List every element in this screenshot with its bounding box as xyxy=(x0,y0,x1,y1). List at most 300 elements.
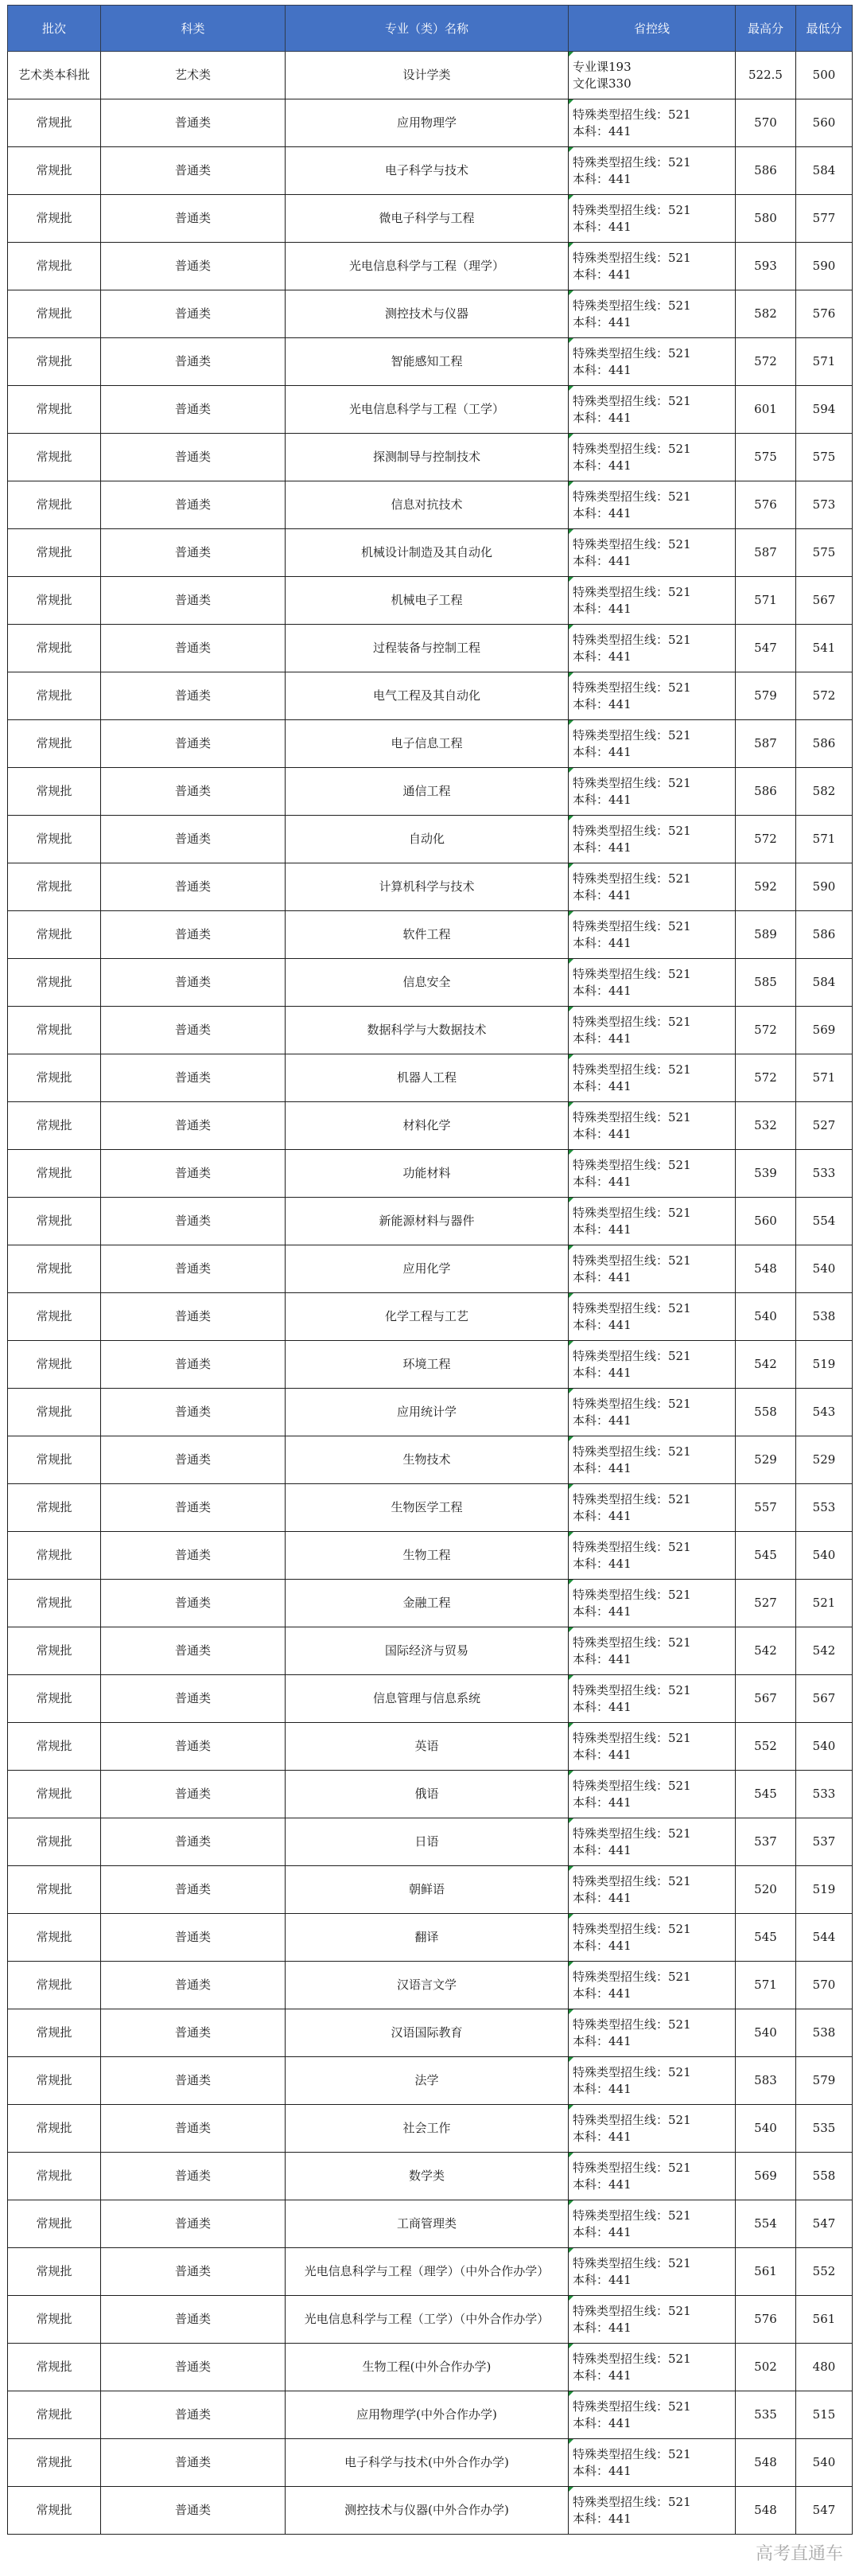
cell-control-line xyxy=(569,434,736,481)
cell-min-score: 572 xyxy=(796,672,853,720)
cell-control-line xyxy=(569,2057,736,2105)
cell-batch: 常规批 xyxy=(8,2200,101,2248)
cell-batch: 常规批 xyxy=(8,1818,101,1866)
cell-major: 应用化学 xyxy=(286,1245,569,1293)
control-line-primary: 特殊类型招生线：521 xyxy=(573,1682,691,1697)
cell-min-score: 577 xyxy=(796,195,853,243)
cell-category: 普通类 xyxy=(101,2057,286,2105)
cell-control-line xyxy=(569,2009,736,2057)
control-line-secondary: 本科：441 xyxy=(573,1317,632,1332)
control-line-primary: 特殊类型招生线：521 xyxy=(573,966,691,981)
cell-batch: 常规批 xyxy=(8,768,101,816)
cell-control-line xyxy=(569,195,736,243)
cell-control-line xyxy=(569,1102,736,1150)
watermark: 高考直通车 xyxy=(755,2544,843,2564)
cell-max-score: 601 xyxy=(736,386,796,434)
cell-major: 软件工程 xyxy=(286,911,569,959)
control-line-secondary: 本科：441 xyxy=(573,123,632,138)
cell-batch: 常规批 xyxy=(8,577,101,625)
control-line-secondary: 本科：441 xyxy=(573,696,632,711)
cell-max-score: 587 xyxy=(736,720,796,768)
cell-max-score: 527 xyxy=(736,1580,796,1627)
control-line-primary: 特殊类型招生线：521 xyxy=(573,1062,691,1077)
cell-major: 智能感知工程 xyxy=(286,338,569,386)
cell-batch: 常规批 xyxy=(8,1150,101,1198)
cell-batch: 常规批 xyxy=(8,863,101,911)
cell-control-line xyxy=(569,1007,736,1054)
cell-category: 普通类 xyxy=(101,481,286,529)
table-row xyxy=(8,1723,853,1771)
table-row xyxy=(8,1866,853,1914)
control-line-secondary: 本科：441 xyxy=(573,1508,632,1523)
control-line-secondary: 本科：441 xyxy=(573,1651,632,1666)
cell-max-score: 542 xyxy=(736,1341,796,1389)
cell-control-line xyxy=(569,672,736,720)
control-line-primary: 特殊类型招生线：521 xyxy=(573,250,691,265)
cell-control-line xyxy=(569,1293,736,1341)
cell-batch: 常规批 xyxy=(8,1962,101,2009)
control-line-primary: 特殊类型招生线：521 xyxy=(573,2017,691,2032)
cell-max-score: 532 xyxy=(736,1102,796,1150)
cell-max-score: 545 xyxy=(736,1914,796,1962)
cell-max-score: 554 xyxy=(736,2200,796,2248)
cell-batch: 常规批 xyxy=(8,1198,101,1245)
cell-min-score: 519 xyxy=(796,1341,853,1389)
control-line-secondary: 文化课330 xyxy=(573,76,632,91)
cell-category: 普通类 xyxy=(101,1389,286,1436)
cell-major: 功能材料 xyxy=(286,1150,569,1198)
cell-max-score: 567 xyxy=(736,1675,796,1723)
cell-control-line xyxy=(569,816,736,863)
header-control-line: 省控线 xyxy=(569,6,736,52)
cell-control-line xyxy=(569,1962,736,2009)
cell-major: 光电信息科学与工程（理学）（中外合作办学） xyxy=(286,2248,569,2296)
control-line-primary: 特殊类型招生线：521 xyxy=(573,154,691,170)
header-category: 科类 xyxy=(101,6,286,52)
cell-major: 数学类 xyxy=(286,2153,569,2200)
control-line-primary: 特殊类型招生线：521 xyxy=(573,2446,691,2461)
cell-min-score: 547 xyxy=(796,2200,853,2248)
control-line-secondary: 本科：441 xyxy=(573,171,632,186)
cell-control-line xyxy=(569,1723,736,1771)
cell-batch: 常规批 xyxy=(8,290,101,338)
cell-category: 普通类 xyxy=(101,1293,286,1341)
cell-category: 普通类 xyxy=(101,1627,286,1675)
control-line-primary: 特殊类型招生线：521 xyxy=(573,1253,691,1268)
control-line-primary: 特殊类型招生线：521 xyxy=(573,536,691,551)
cell-control-line xyxy=(569,2391,736,2439)
cell-batch: 常规批 xyxy=(8,1245,101,1293)
control-line-primary: 特殊类型招生线：521 xyxy=(573,2255,691,2270)
table-row xyxy=(8,2009,853,2057)
cell-min-score: 582 xyxy=(796,768,853,816)
control-line-secondary: 本科：441 xyxy=(573,1699,632,1714)
cell-batch: 常规批 xyxy=(8,1054,101,1102)
cell-major: 生物医学工程 xyxy=(286,1484,569,1532)
table-row xyxy=(8,2153,853,2200)
cell-control-line xyxy=(569,768,736,816)
cell-control-line xyxy=(569,1818,736,1866)
control-line-primary: 特殊类型招生线：521 xyxy=(573,1109,691,1124)
cell-min-score: 553 xyxy=(796,1484,853,1532)
cell-min-score: 480 xyxy=(796,2344,853,2391)
cell-category: 普通类 xyxy=(101,1054,286,1102)
control-line-secondary: 本科：441 xyxy=(573,1174,632,1189)
control-line-primary: 特殊类型招生线：521 xyxy=(573,1491,691,1506)
cell-batch: 常规批 xyxy=(8,2439,101,2487)
cell-max-score: 572 xyxy=(736,1054,796,1102)
cell-control-line xyxy=(569,959,736,1007)
cell-max-score: 548 xyxy=(736,1245,796,1293)
cell-batch: 常规批 xyxy=(8,1866,101,1914)
control-line-secondary: 本科：441 xyxy=(573,2511,632,2526)
cell-batch: 常规批 xyxy=(8,1436,101,1484)
control-line-secondary: 本科：441 xyxy=(573,1890,632,1905)
control-line-secondary: 本科：441 xyxy=(573,2415,632,2430)
table-row xyxy=(8,672,853,720)
cell-min-score: 594 xyxy=(796,386,853,434)
cell-batch: 常规批 xyxy=(8,1532,101,1580)
cell-min-score: 543 xyxy=(796,1389,853,1436)
cell-category: 普通类 xyxy=(101,1007,286,1054)
cell-major: 应用统计学 xyxy=(286,1389,569,1436)
control-line-primary: 特殊类型招生线：521 xyxy=(573,2399,691,2414)
cell-category: 普通类 xyxy=(101,529,286,577)
cell-max-score: 548 xyxy=(736,2439,796,2487)
cell-min-score: 560 xyxy=(796,99,853,147)
control-line-secondary: 本科：441 xyxy=(573,458,632,473)
cell-max-score: 557 xyxy=(736,1484,796,1532)
control-line-primary: 特殊类型招生线：521 xyxy=(573,584,691,599)
control-line-primary: 特殊类型招生线：521 xyxy=(573,1969,691,1984)
control-line-secondary: 本科：441 xyxy=(573,1126,632,1141)
control-line-secondary: 本科：441 xyxy=(573,744,632,759)
cell-control-line xyxy=(569,2487,736,2535)
cell-max-score: 582 xyxy=(736,290,796,338)
table-row xyxy=(8,147,853,195)
control-line-secondary: 本科：441 xyxy=(573,2272,632,2287)
cell-min-score: 537 xyxy=(796,1818,853,1866)
cell-min-score: 573 xyxy=(796,481,853,529)
cell-min-score: 575 xyxy=(796,434,853,481)
control-line-secondary: 本科：441 xyxy=(573,219,632,234)
control-line-primary: 特殊类型招生线：521 xyxy=(573,1778,691,1793)
control-line-primary: 特殊类型招生线：521 xyxy=(573,1396,691,1411)
header-batch: 批次 xyxy=(8,6,101,52)
cell-batch: 常规批 xyxy=(8,529,101,577)
cell-major: 日语 xyxy=(286,1818,569,1866)
cell-batch: 常规批 xyxy=(8,1771,101,1818)
cell-max-score: 545 xyxy=(736,1532,796,1580)
cell-category: 普通类 xyxy=(101,672,286,720)
cell-major: 计算机科学与技术 xyxy=(286,863,569,911)
cell-major: 信息管理与信息系统 xyxy=(286,1675,569,1723)
cell-min-score: 590 xyxy=(796,243,853,290)
cell-category: 普通类 xyxy=(101,1771,286,1818)
cell-control-line xyxy=(569,1675,736,1723)
cell-category: 普通类 xyxy=(101,816,286,863)
header-max-score: 最高分 xyxy=(736,6,796,52)
cell-max-score: 592 xyxy=(736,863,796,911)
cell-control-line xyxy=(569,338,736,386)
cell-min-score: 575 xyxy=(796,529,853,577)
control-line-primary: 特殊类型招生线：521 xyxy=(573,1539,691,1554)
cell-batch: 常规批 xyxy=(8,1102,101,1150)
control-line-primary: 特殊类型招生线：521 xyxy=(573,871,691,886)
cell-major: 通信工程 xyxy=(286,768,569,816)
cell-batch: 常规批 xyxy=(8,2391,101,2439)
cell-control-line xyxy=(569,1150,736,1198)
control-line-secondary: 本科：441 xyxy=(573,887,632,902)
control-line-secondary: 本科：441 xyxy=(573,2320,632,2335)
cell-category: 普通类 xyxy=(101,1484,286,1532)
cell-major: 测控技术与仪器 xyxy=(286,290,569,338)
control-line-primary: 特殊类型招生线：521 xyxy=(573,632,691,647)
cell-major: 应用物理学 xyxy=(286,99,569,147)
cell-min-score: 515 xyxy=(796,2391,853,2439)
cell-category: 普通类 xyxy=(101,2105,286,2153)
control-line-primary: 特殊类型招生线：521 xyxy=(573,1444,691,1459)
cell-control-line xyxy=(569,1341,736,1389)
cell-major: 信息安全 xyxy=(286,959,569,1007)
cell-control-line xyxy=(569,290,736,338)
cell-category: 普通类 xyxy=(101,1675,286,1723)
table-row xyxy=(8,816,853,863)
table-row xyxy=(8,768,853,816)
control-line-secondary: 本科：441 xyxy=(573,2177,632,2192)
table-row xyxy=(8,1054,853,1102)
control-line-secondary: 本科：441 xyxy=(573,2463,632,2478)
cell-batch: 常规批 xyxy=(8,959,101,1007)
cell-major: 电气工程及其自动化 xyxy=(286,672,569,720)
control-line-secondary: 本科：441 xyxy=(573,1413,632,1428)
table-row xyxy=(8,290,853,338)
table-row xyxy=(8,434,853,481)
cell-category: 普通类 xyxy=(101,1102,286,1150)
cell-category: 普通类 xyxy=(101,2153,286,2200)
cell-control-line xyxy=(569,863,736,911)
cell-min-score: 538 xyxy=(796,1293,853,1341)
control-line-secondary: 本科：441 xyxy=(573,1078,632,1093)
cell-major: 机械电子工程 xyxy=(286,577,569,625)
cell-control-line xyxy=(569,1484,736,1532)
cell-batch: 常规批 xyxy=(8,1293,101,1341)
table-row xyxy=(8,577,853,625)
cell-control-line xyxy=(569,2248,736,2296)
cell-major: 电子信息工程 xyxy=(286,720,569,768)
cell-control-line xyxy=(569,2439,736,2487)
control-line-primary: 特殊类型招生线：521 xyxy=(573,393,691,408)
table-row xyxy=(8,911,853,959)
cell-control-line xyxy=(569,1866,736,1914)
cell-batch: 常规批 xyxy=(8,434,101,481)
cell-min-score: 540 xyxy=(796,2439,853,2487)
cell-category: 普通类 xyxy=(101,1914,286,1962)
control-line-secondary: 本科：441 xyxy=(573,2129,632,2144)
cell-batch: 常规批 xyxy=(8,911,101,959)
cell-max-score: 586 xyxy=(736,768,796,816)
control-line-primary: 特殊类型招生线：521 xyxy=(573,680,691,695)
control-line-primary: 特殊类型招生线：521 xyxy=(573,1730,691,1745)
control-line-secondary: 本科：441 xyxy=(573,2368,632,2383)
table-row xyxy=(8,1962,853,2009)
table-row xyxy=(8,2105,853,2153)
control-line-secondary: 本科：441 xyxy=(573,410,632,425)
control-line-primary: 特殊类型招生线：521 xyxy=(573,1014,691,1029)
cell-category: 普通类 xyxy=(101,768,286,816)
cell-max-score: 586 xyxy=(736,147,796,195)
cell-min-score: 521 xyxy=(796,1580,853,1627)
cell-max-score: 572 xyxy=(736,816,796,863)
cell-category: 普通类 xyxy=(101,2439,286,2487)
cell-min-score: 561 xyxy=(796,2296,853,2344)
cell-max-score: 570 xyxy=(736,99,796,147)
table-row xyxy=(8,338,853,386)
cell-min-score: 541 xyxy=(796,625,853,672)
table-row xyxy=(8,2391,853,2439)
cell-max-score: 539 xyxy=(736,1150,796,1198)
cell-major: 探测制导与控制技术 xyxy=(286,434,569,481)
table-row xyxy=(8,1818,853,1866)
cell-category: 普通类 xyxy=(101,2487,286,2535)
table-row xyxy=(8,1580,853,1627)
control-line-primary: 特殊类型招生线：521 xyxy=(573,489,691,504)
table-row xyxy=(8,959,853,1007)
cell-max-score: 583 xyxy=(736,2057,796,2105)
cell-max-score: 587 xyxy=(736,529,796,577)
table-row xyxy=(8,529,853,577)
cell-batch: 常规批 xyxy=(8,2344,101,2391)
control-line-secondary: 本科：441 xyxy=(573,1604,632,1619)
cell-control-line xyxy=(569,2344,736,2391)
cell-major: 社会工作 xyxy=(286,2105,569,2153)
cell-control-line xyxy=(569,1389,736,1436)
cell-category: 普通类 xyxy=(101,2296,286,2344)
cell-max-score: 576 xyxy=(736,481,796,529)
control-line-primary: 专业课193 xyxy=(573,59,632,74)
cell-min-score: 542 xyxy=(796,1627,853,1675)
cell-control-line xyxy=(569,1914,736,1962)
cell-control-line xyxy=(569,577,736,625)
cell-major: 汉语国际教育 xyxy=(286,2009,569,2057)
control-line-secondary: 本科：441 xyxy=(573,1938,632,1953)
table-row xyxy=(8,625,853,672)
cell-category: 普通类 xyxy=(101,2009,286,2057)
cell-min-score: 552 xyxy=(796,2248,853,2296)
cell-batch: 常规批 xyxy=(8,386,101,434)
control-line-secondary: 本科：441 xyxy=(573,1460,632,1475)
control-line-primary: 特殊类型招生线：521 xyxy=(573,1826,691,1841)
cell-category: 普通类 xyxy=(101,863,286,911)
control-line-secondary: 本科：441 xyxy=(573,2224,632,2239)
cell-control-line xyxy=(569,481,736,529)
cell-control-line xyxy=(569,625,736,672)
cell-max-score: 542 xyxy=(736,1627,796,1675)
table-row xyxy=(8,2057,853,2105)
control-line-primary: 特殊类型招生线：521 xyxy=(573,2208,691,2223)
cell-major: 应用物理学(中外合作办学) xyxy=(286,2391,569,2439)
cell-batch: 常规批 xyxy=(8,1341,101,1389)
control-line-secondary: 本科：441 xyxy=(573,1031,632,1046)
cell-major: 金融工程 xyxy=(286,1580,569,1627)
cell-control-line xyxy=(569,1198,736,1245)
cell-batch: 常规批 xyxy=(8,1723,101,1771)
table-row xyxy=(8,2344,853,2391)
cell-major: 国际经济与贸易 xyxy=(286,1627,569,1675)
score-table-container xyxy=(7,5,852,2535)
cell-control-line xyxy=(569,529,736,577)
control-line-primary: 特殊类型招生线：521 xyxy=(573,1348,691,1363)
cell-category: 普通类 xyxy=(101,2391,286,2439)
cell-major: 机器人工程 xyxy=(286,1054,569,1102)
table-row xyxy=(8,386,853,434)
table-row xyxy=(8,1102,853,1150)
cell-batch: 艺术类本科批 xyxy=(8,52,101,99)
cell-min-score: 570 xyxy=(796,1962,853,2009)
control-line-primary: 特殊类型招生线：521 xyxy=(573,2064,691,2079)
control-line-secondary: 本科：441 xyxy=(573,935,632,950)
cell-control-line xyxy=(569,1245,736,1293)
cell-max-score: 593 xyxy=(736,243,796,290)
table-row xyxy=(8,1293,853,1341)
table-header-row xyxy=(8,6,853,52)
cell-batch: 常规批 xyxy=(8,147,101,195)
cell-control-line xyxy=(569,99,736,147)
cell-batch: 常规批 xyxy=(8,481,101,529)
cell-min-score: 584 xyxy=(796,147,853,195)
control-line-primary: 特殊类型招生线：521 xyxy=(573,441,691,456)
cell-control-line xyxy=(569,1054,736,1102)
cell-min-score: 535 xyxy=(796,2105,853,2153)
cell-major: 汉语言文学 xyxy=(286,1962,569,2009)
control-line-secondary: 本科：441 xyxy=(573,1269,632,1284)
cell-category: 普通类 xyxy=(101,1580,286,1627)
cell-max-score: 537 xyxy=(736,1818,796,1866)
control-line-primary: 特殊类型招生线：521 xyxy=(573,1873,691,1888)
cell-batch: 常规批 xyxy=(8,2296,101,2344)
cell-min-score: 571 xyxy=(796,338,853,386)
cell-major: 翻译 xyxy=(286,1914,569,1962)
table-row xyxy=(8,99,853,147)
control-line-secondary: 本科：441 xyxy=(573,362,632,377)
control-line-primary: 特殊类型招生线：521 xyxy=(573,1587,691,1602)
table-row xyxy=(8,1007,853,1054)
cell-max-score: 552 xyxy=(736,1723,796,1771)
cell-major: 自动化 xyxy=(286,816,569,863)
cell-major: 材料化学 xyxy=(286,1102,569,1150)
cell-min-score: 576 xyxy=(796,290,853,338)
cell-category: 普通类 xyxy=(101,577,286,625)
cell-category: 普通类 xyxy=(101,243,286,290)
cell-batch: 常规批 xyxy=(8,1914,101,1962)
control-line-secondary: 本科：441 xyxy=(573,840,632,855)
cell-batch: 常规批 xyxy=(8,1007,101,1054)
cell-min-score: 554 xyxy=(796,1198,853,1245)
table-row xyxy=(8,1532,853,1580)
cell-min-score: 527 xyxy=(796,1102,853,1150)
cell-category: 普通类 xyxy=(101,386,286,434)
cell-batch: 常规批 xyxy=(8,816,101,863)
cell-min-score: 590 xyxy=(796,863,853,911)
table-row xyxy=(8,1771,853,1818)
cell-category: 普通类 xyxy=(101,1341,286,1389)
cell-max-score: 558 xyxy=(736,1389,796,1436)
cell-category: 普通类 xyxy=(101,1866,286,1914)
cell-major: 数据科学与大数据技术 xyxy=(286,1007,569,1054)
cell-min-score: 500 xyxy=(796,52,853,99)
control-line-primary: 特殊类型招生线：521 xyxy=(573,1635,691,1650)
control-line-primary: 特殊类型招生线：521 xyxy=(573,202,691,217)
